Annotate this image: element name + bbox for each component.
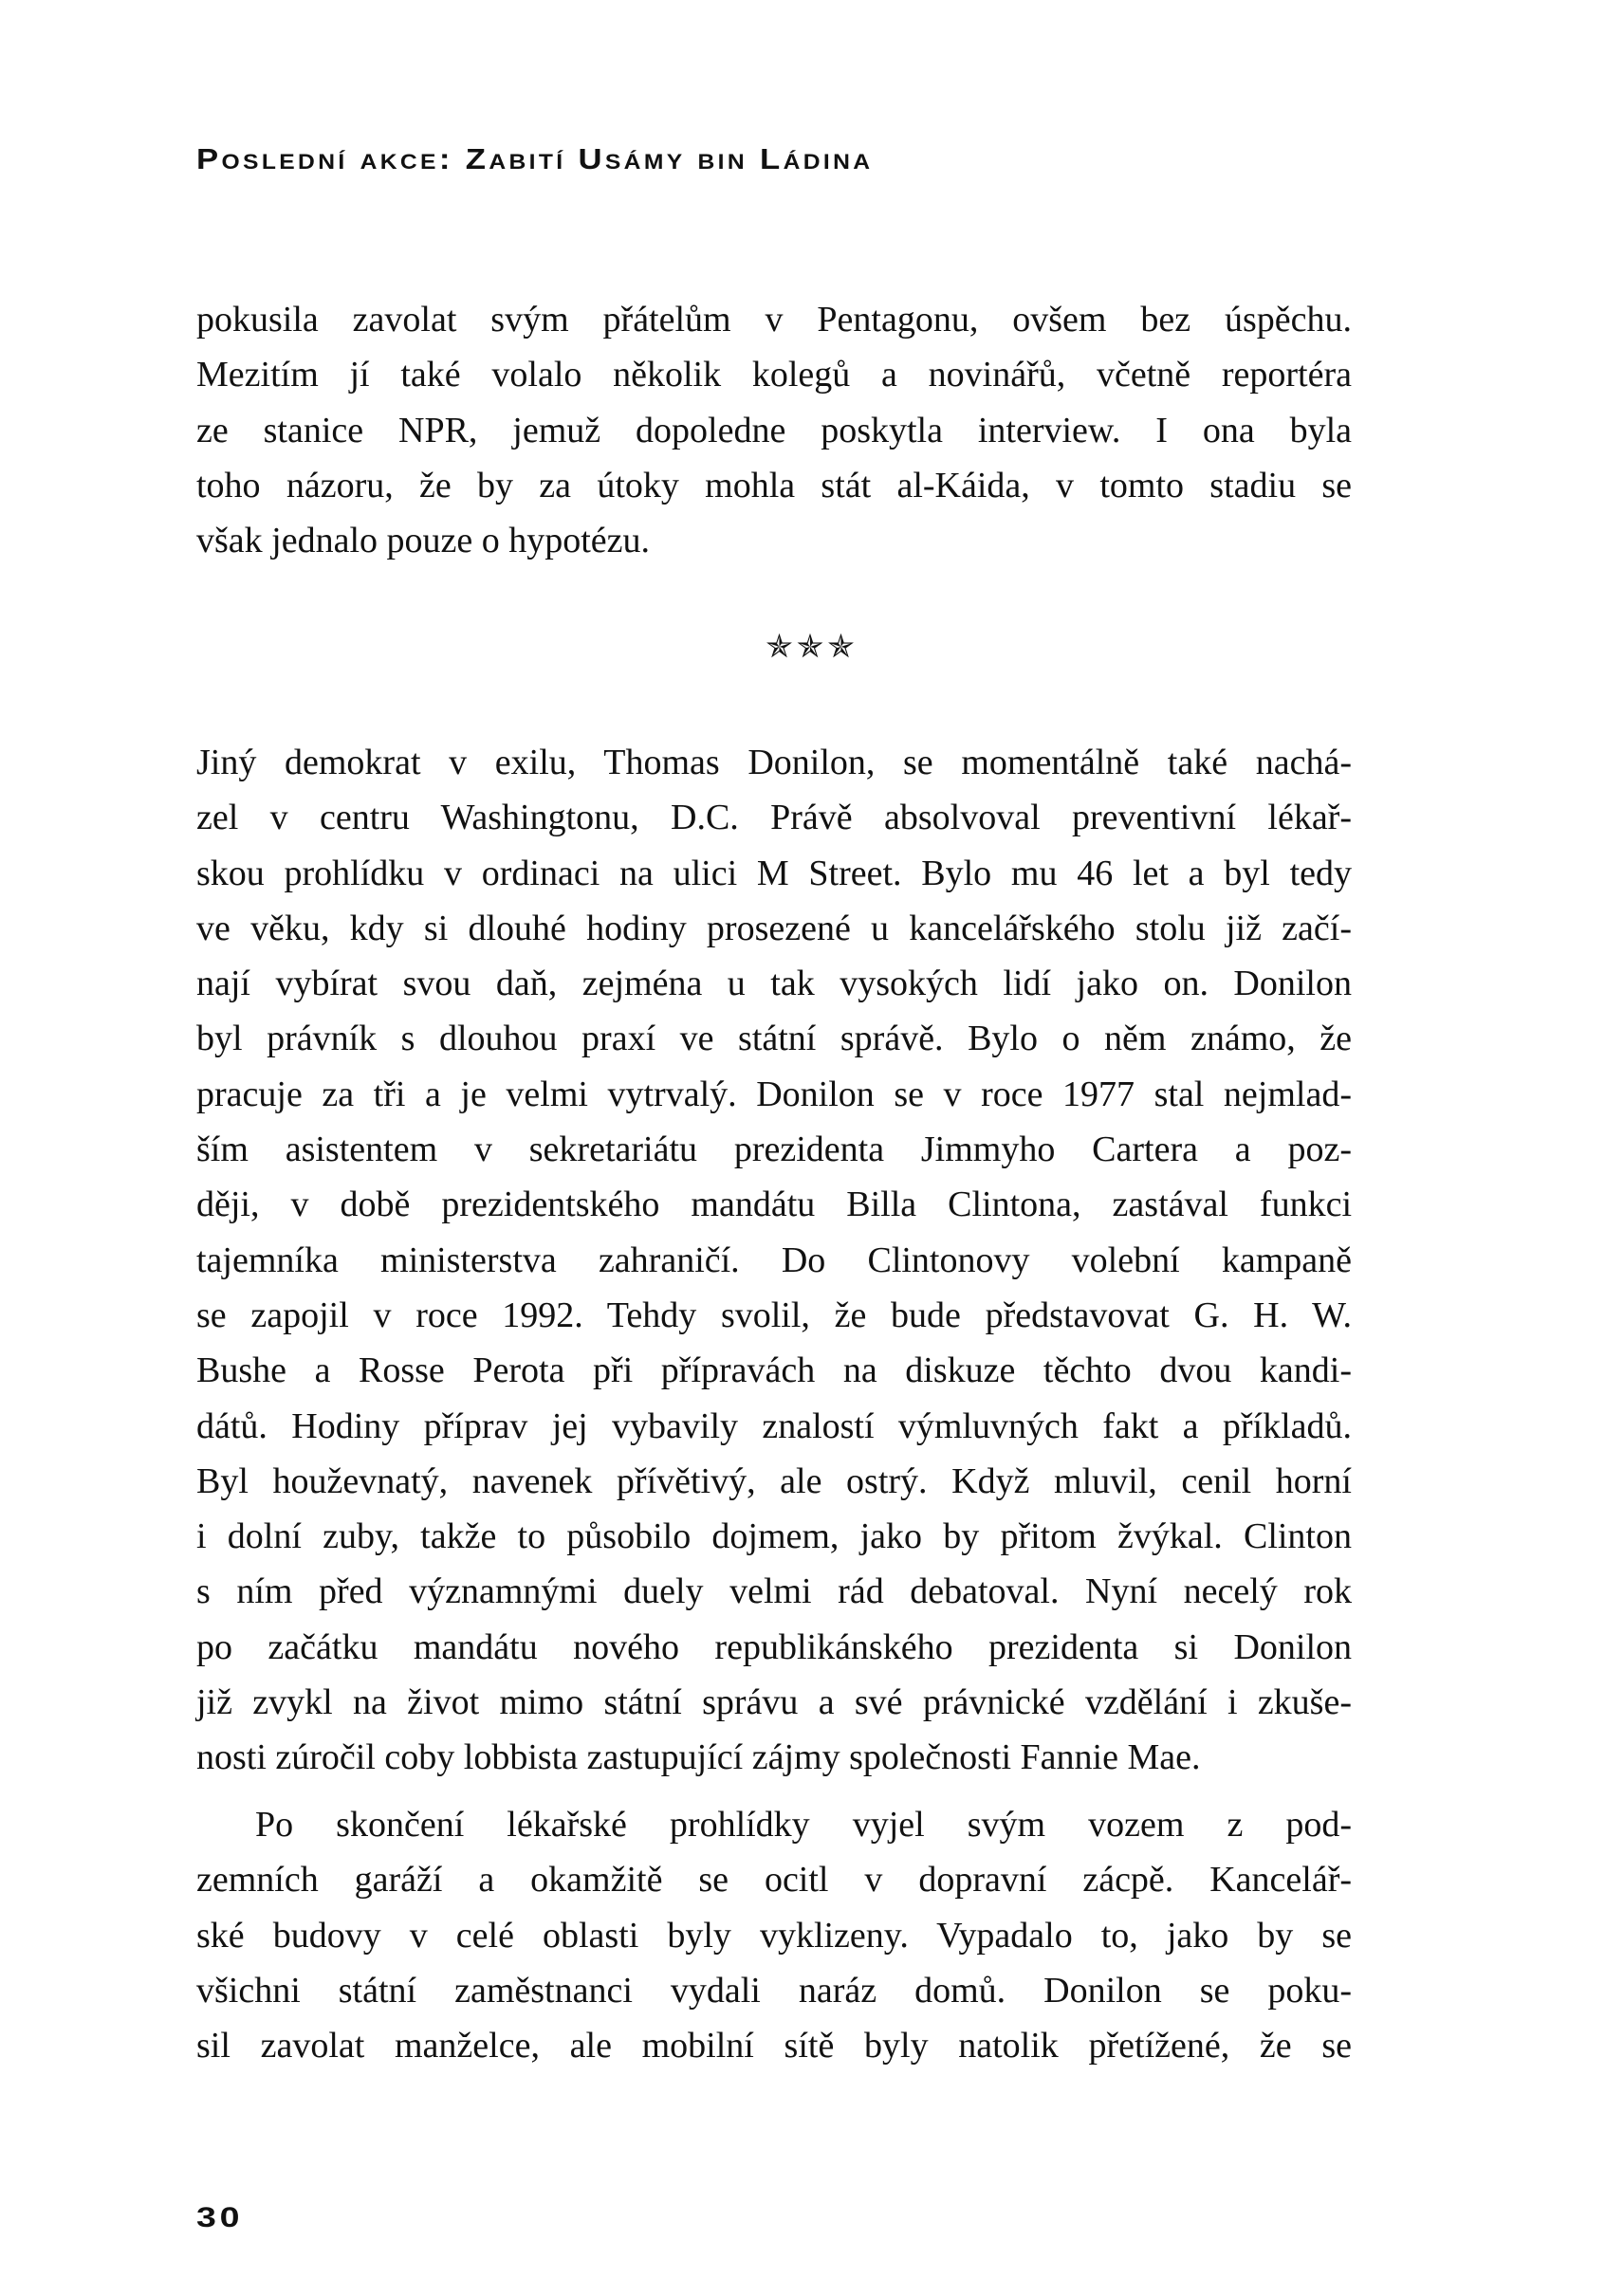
paragraph — [196, 1797, 1352, 2073]
text-line: sil zavolat manželce, ale mobilní sítě byly natolik přetížené, že se — [196, 2026, 1352, 2066]
text-line: ve věku, kdy si dlouhé hodiny prosezené u kancelářského stolu již začí- — [196, 908, 1352, 948]
text-line: skou prohlídku v ordinaci na ulici M Street. Bylo mu 46 let a byl tedy — [196, 853, 1352, 893]
text-line: ději, v době prezidentského mandátu Billa Clintona, zastával funkci — [196, 1185, 1352, 1225]
text-line: zel v centru Washingtonu, D.C. Právě absolvoval preventivní lékař- — [196, 798, 1352, 838]
text-line: pracuje za tři a je velmi vytrvalý. Donilon se v roce 1977 stal nejmlad- — [196, 1074, 1352, 1114]
text-line: nosti zúročil coby lobbista zastupující zájmy společnosti Fannie Mae. — [196, 1737, 1201, 1778]
text-line: nají vybírat svou daň, zejména u tak vysokých lidí jako on. Donilon — [196, 964, 1352, 1004]
text-line: ské budovy v celé oblasti byly vyklizeny. Vypadalo to, jako by se — [196, 1915, 1352, 1956]
text-line: však jednalo pouze o hypotézu. — [196, 521, 651, 561]
paragraph — [196, 735, 1352, 1786]
text-line: ze stanice NPR, jemuž dopoledne poskytla interview. I ona byla — [196, 410, 1352, 450]
text-line: Mezitím jí také volalo několik kolegů a novinářů, včetně reportéra — [196, 355, 1352, 395]
text-line: tajemníka ministerstva zahraničí. Do Clintonovy volební kampaně — [196, 1240, 1352, 1280]
text-line: pokusila zavolat svým přátelům v Pentagonu, ovšem bez úspěchu. — [196, 300, 1352, 340]
text-line: již zvykl na život mimo státní správu a své právnické vzdělání i zkuše- — [196, 1682, 1352, 1723]
text-line: ším asistentem v sekretariátu prezidenta Jimmyho Cartera a poz- — [196, 1130, 1352, 1170]
text-line: toho názoru, že by za útoky mohla stát al-Káida, v tomto stadiu se — [196, 465, 1352, 505]
text-line: všichni státní zaměstnanci vydali naráz domů. Donilon se poku- — [196, 1970, 1352, 2011]
text-line: Byl houževnatý, navenek přívětivý, ale ostrý. Když mluvil, cenil horní — [196, 1460, 1352, 1501]
text-line: Bushe a Rosse Perota při přípravách na diskuze těchto dvou kandi- — [196, 1350, 1352, 1391]
text-line: po začátku mandátu nového republikánského prezidenta si Donilon — [196, 1626, 1352, 1667]
paragraph — [196, 292, 1352, 568]
text-line: Jiný demokrat v exilu, Thomas Donilon, se momentálně také nachá- — [196, 743, 1352, 782]
text-line: se zapojil v roce 1992. Tehdy svolil, že bude představovat G. H. W. — [196, 1295, 1352, 1335]
text-line: byl právník s dlouhou praxí ve státní správě. Bylo o něm známo, že — [196, 1019, 1352, 1059]
text-line: Po skončení lékařské prohlídky vyjel svým vozem z pod- — [255, 1805, 1352, 1845]
text-line: i dolní zuby, takže to působilo dojmem, jako by přitom žvýkal. Clinton — [196, 1516, 1352, 1557]
text-line: zemních garáží a okamžitě se ocitl v dopravní zácpě. Kancelář- — [196, 1860, 1352, 1901]
text-line: dátů. Hodiny příprav jej vybavily znalostí výmluvných fakt a příkladů. — [196, 1405, 1352, 1446]
running-header: Poslední akce: Zabití Usámy bin Ládina — [196, 142, 874, 175]
text-line: s ním před významnými duely velmi rád debatoval. Nyní necelý rok — [196, 1571, 1352, 1612]
section-separator-stars: ✯✯✯ — [766, 628, 858, 666]
page-number: 30 — [196, 2202, 244, 2233]
